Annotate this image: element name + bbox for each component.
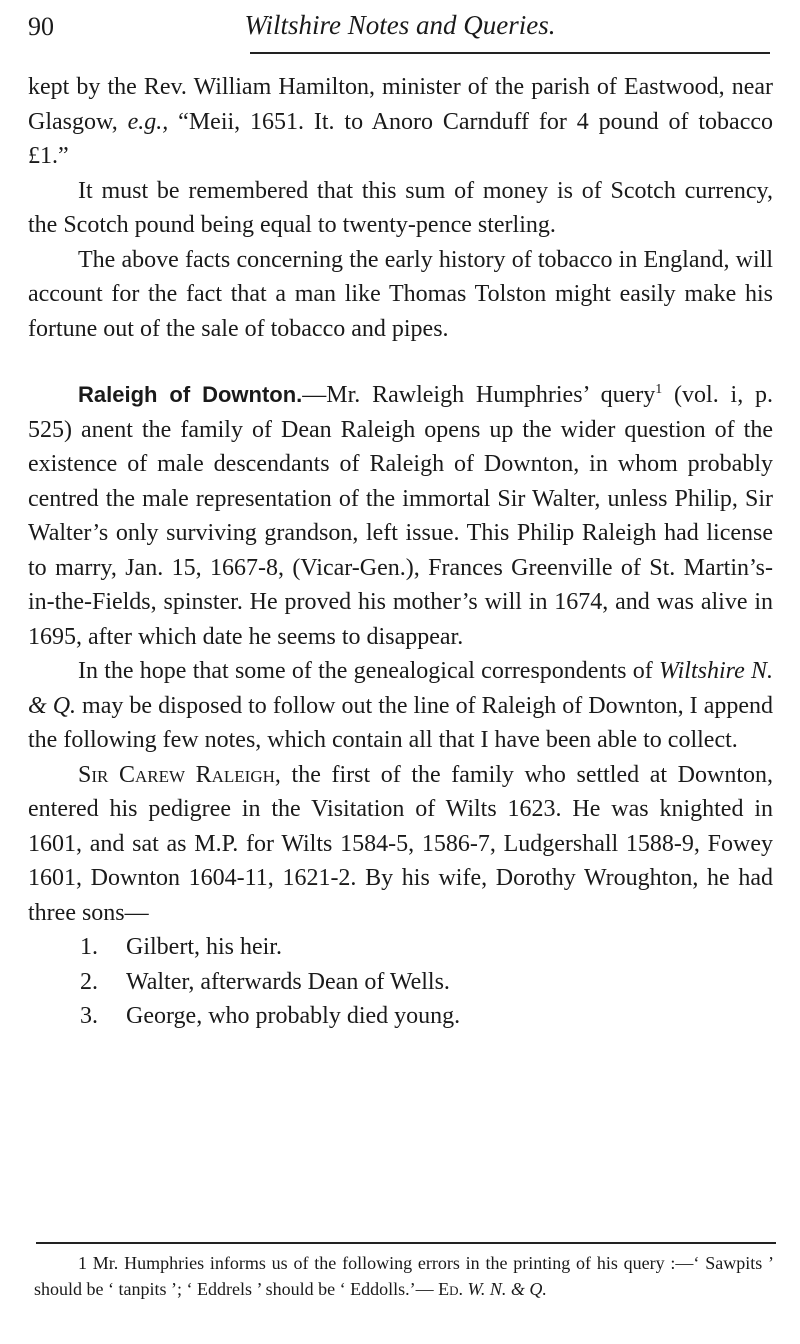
section-heading: Raleigh of Downton. [78, 382, 303, 407]
page-number: 90 [28, 12, 54, 41]
main-text [28, 70, 773, 1034]
list-item: 1. Gilbert, his heir. [80, 934, 282, 960]
paragraph-5: In the hope that some of the genealogical correspondents of Wiltshire N. & Q. may be disposed to follow out the line of Raleigh of Downton, I append the following few notes, which contain all that I have been able to collect. [28, 658, 773, 753]
paragraph-2: It must be remembered that this sum of money is of Scotch currency, the Scotch pound being equal to twenty-pence sterling. [28, 177, 773, 238]
paragraph-4: Raleigh of Downton.—Mr. Rawleigh Humphries’ query$^1$ (vol. i, p. 525) anent the family of Dean Raleigh opens up the wider question of the existence of male descendants of Raleigh of Downton, in whom probably centred the male representation of the immortal Sir Walter, unless Philip, Sir Walter’s only surviving grandson, left issue. This Philip Raleigh had license to marry, Jan. 15, 1667-8, (Vicar-Gen.), Frances Greenville of St. Martin’s-in-the-Fields, spinster. He proved his mother’s will in 1674, and was alive in 1695, after which date he seems to disappear. [28, 382, 774, 650]
person-name: Sir Carew Raleigh, [78, 761, 281, 788]
paragraph-1: kept by the Rev. William Hamilton, minister of the parish of Eastwood, near Glasgow, e.g., “Meii, 1651. It. to Anoro Carnduff for 4 pound of tobacco £1.” [28, 74, 773, 169]
footnote-number: 1 [78, 1253, 87, 1273]
list-item: 3. George, who probably died young. [80, 1003, 461, 1029]
page-header [28, 8, 772, 48]
footnote: 1 Mr. Humphries informs us of the following errors in the printing of his query :—‘ Sawpits ’ should be ‘ tanpits ’; ‘ Eddrels ’ should be ‘ Eddolls.’— Ed. W. N. & Q. [34, 1253, 774, 1299]
header-rule [250, 52, 770, 54]
footnote-rule [36, 1242, 776, 1244]
footnote-marker: 1 [655, 382, 663, 397]
paragraph-3: The above facts concerning the early history of tobacco in England, will account for the fact that a man like Thomas Tolston might easily make his fortune out of the sale of tobacco and pipes. [28, 246, 773, 342]
section-gap [28, 346, 773, 378]
list-item: 2. Walter, afterwards Dean of Wells. [80, 968, 450, 995]
sons-list [28, 930, 773, 1034]
paragraph-6: Sir Carew Raleigh, the first of the family who settled at Downton, entered his pedigree in the Visitation of Wilts 1623. He was knighted in 1601, and sat as M.P. for Wilts 1584-5, 1586-7, Ludgershall 1588-9, Fowey 1601, Downton 1604-11, 1621-2. By his wife, Dorothy Wroughton, he had three sons— [28, 761, 774, 926]
editor-abbrev: Ed. [438, 1279, 463, 1299]
running-title: Wiltshire Notes and Queries. [244, 10, 556, 40]
